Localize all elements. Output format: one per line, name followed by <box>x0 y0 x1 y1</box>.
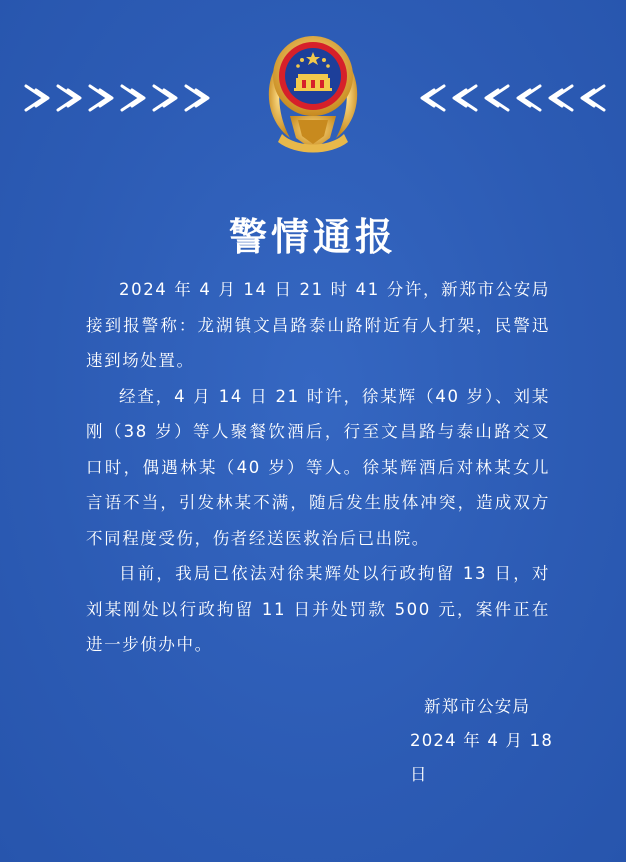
notice-paragraph: 目前，我局已依法对徐某辉处以行政拘留 13 日，对刘某刚处以行政拘留 11 日并处罚款 500 元，案件正在进一步侦办中。 <box>86 564 550 654</box>
wing-chevrons-icon <box>18 82 218 114</box>
notice-paragraph: 经查，4 月 14 日 21 时许，徐某辉（40 岁）、刘某刚（38 岁）等人聚餐饮酒后，行至文昌路与泰山路交叉口时，偶遇林某（40 岁）等人。徐某辉酒后对林某女儿言语不当，引发林某不满，随后发生肢体冲突，造成双方不同程度受伤，伤者经送医救治后已出院。 <box>86 386 550 548</box>
signature-organization: 新郑市公安局 <box>424 697 531 716</box>
notice-body <box>86 272 550 663</box>
police-emblem-icon <box>260 30 366 160</box>
notice-title: 警情通报 <box>228 214 397 259</box>
notice-paragraph: 2024 年 4 月 14 日 21 时 41 分许，新郑市公安局接到报警称：龙湖镇文昌路泰山路附近有人打架，民警迅速到场处置。 <box>86 280 550 370</box>
wing-chevrons-icon <box>420 82 610 114</box>
notice-signature <box>400 690 560 792</box>
signature-date: 2024 年 4 月 18 日 <box>410 731 554 784</box>
notice-header <box>0 0 626 175</box>
